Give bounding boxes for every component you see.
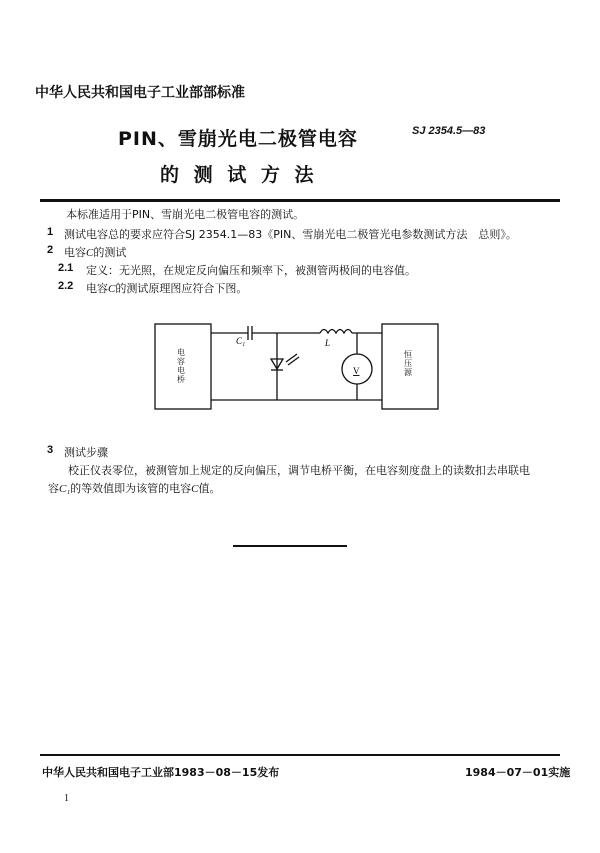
section-2-2-text: 电容C的测试原理图应符合下图。 xyxy=(86,282,248,295)
section-2-1-text: 定义：无光照，在规定反向偏压和频率下，被测管两极间的电容值。 xyxy=(86,264,416,277)
effective-date: 1984－07－01实施 xyxy=(465,766,571,779)
bridge-label: 电容电桥 xyxy=(177,348,185,384)
end-rule xyxy=(233,545,347,547)
section-3-title: 测试步骤 xyxy=(64,446,108,459)
intro-text: 本标准适用于PIN、雪崩光电二极管电容的测试。 xyxy=(66,208,305,221)
section-2-2-number: 2.2 xyxy=(58,280,74,292)
section-3-number: 3 xyxy=(47,444,54,456)
section-2-number: 2 xyxy=(47,244,54,256)
section-3-line-1: 校正仪表零位，被测管加上规定的反向偏压，调节电桥平衡，在电容刻度盘上的读数扣去串联电 xyxy=(68,464,530,477)
source-label: 恒压源 xyxy=(404,350,412,377)
title-line-1: PIN、雪崩光电二极管电容 xyxy=(118,128,358,150)
standard-code: SJ 2354.5—83 xyxy=(412,125,486,137)
footer-rule xyxy=(40,754,560,756)
section-1-number: 1 xyxy=(47,226,54,238)
section-3-line-2: 容C₁的等效值即为该管的电容C值。 xyxy=(48,482,221,495)
org-standard-heading: 中华人民共和国电子工业部部标准 xyxy=(35,85,245,101)
title-line-2: 的 测 试 方 法 xyxy=(160,164,318,186)
circuit-diagram xyxy=(140,310,440,420)
section-2-1-number: 2.1 xyxy=(58,262,74,274)
issued-date: 中华人民共和国电子工业部1983－08－15发布 xyxy=(42,766,280,779)
capacitor-label: C₁ xyxy=(236,336,246,346)
inductor xyxy=(320,330,352,334)
header-rule xyxy=(40,199,560,202)
section-2-title: 电容C的测试 xyxy=(64,246,127,259)
section-1-text: 测试电容总的要求应符合SJ 2354.1—83《PIN、雪崩光电二极管光电参数测试方法 总则》。 xyxy=(64,228,517,241)
voltmeter-label: V xyxy=(353,366,360,376)
inductor-label: L xyxy=(325,338,331,348)
page-number: 1 xyxy=(64,793,69,804)
